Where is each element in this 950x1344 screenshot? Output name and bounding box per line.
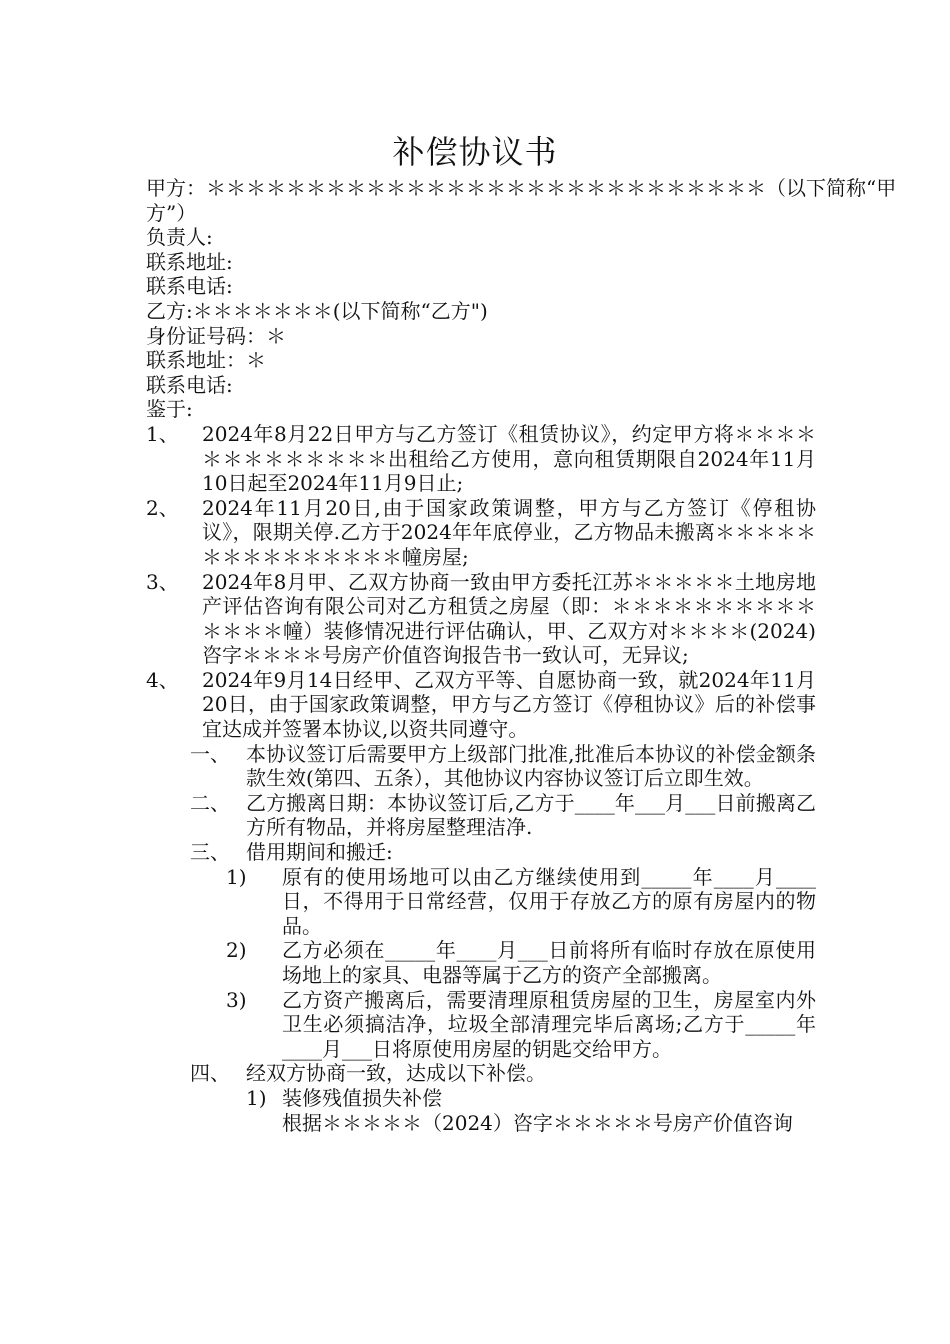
- sub-item-text: 乙方资产搬离后，需要清理原租赁房屋的卫生，房屋室内外卫生必须搞洁净，垃圾全部清理完毕后离场;乙方于_____年____月___日将原使用房屋的钥匙交给甲方。: [282, 987, 816, 1061]
- document-body: [146, 176, 897, 1135]
- sub-item-number: 2): [226, 938, 247, 963]
- sub-item-number: 1): [226, 864, 247, 889]
- article-item: [190, 791, 816, 840]
- sub-item: [226, 988, 816, 1062]
- party-b-phone: 联系电话:: [146, 372, 233, 397]
- article-item: [190, 742, 816, 791]
- sub-item-text: 乙方必须在_____年____月___日前将所有临时存放在原使用场地上的家具、电器等属于乙方的资产全部搬离。: [282, 938, 816, 987]
- whereas-number: 4、: [146, 667, 179, 692]
- paragraph-continuation: 根据＊＊＊＊＊（2024）咨字＊＊＊＊＊号房产价值咨询: [282, 1110, 793, 1135]
- whereas-label: 鉴于:: [146, 397, 193, 422]
- article-text: 乙方搬离日期：本协议签订后,乙方于____年___月___日前搬离乙方所有物品，并将房屋整理洁净.: [246, 790, 816, 840]
- whereas-item: [146, 570, 816, 668]
- sub-item: [246, 1086, 816, 1111]
- article-number: 三、: [190, 840, 230, 865]
- whereas-number: 3、: [146, 569, 179, 594]
- article-item: [190, 840, 816, 865]
- article-number: 四、: [190, 1061, 230, 1086]
- whereas-text: 2024年8月22日甲方与乙方签订《租赁协议》，约定甲方将＊＊＊＊＊＊＊＊＊＊＊＊＊出租给乙方使用，意向租赁期限自2024年11月10日起至2024年11月9日止;: [202, 421, 816, 496]
- document-title: 补偿协议书: [392, 133, 558, 171]
- article-item: [190, 1061, 816, 1086]
- whereas-item: [146, 422, 816, 496]
- article-text: 本协议签订后需要甲方上级部门批准,批准后本协议的补偿金额条款生效(第四、五条），其他协议内容协议签订后立即生效。: [246, 741, 816, 791]
- party-b-line: 乙方:＊＊＊＊＊＊＊(以下简称“乙方"): [146, 298, 488, 323]
- whereas-text: 2024年9月14日经甲、乙双方平等、自愿协商一致，就2024年11月20日，由于国家政策调整，甲方与乙方签订《停租协议》后的补偿事宜达成并签署本协议,以资共同遵守。: [202, 667, 816, 742]
- whereas-item: [146, 668, 816, 742]
- sub-item-number: 1): [246, 1085, 267, 1110]
- whereas-item: [146, 496, 816, 570]
- whereas-text: 2024年11月20日,由于国家政策调整，甲方与乙方签订《停租协议》，限期关停.乙方于2024年年底停业，乙方物品未搬离＊＊＊＊＊＊＊＊＊＊＊＊＊＊＊幢房屋;: [202, 495, 816, 569]
- sub-item-text: 原有的使用场地可以由乙方继续使用到_____年____月____日，不得用于日常经营，仅用于存放乙方的原有房屋内的物品。: [282, 864, 816, 938]
- whereas-text: 2024年8月甲、乙双方协商一致由甲方委托江苏＊＊＊＊＊土地房地产评估咨询有限公司对乙方租赁之房屋（即：＊＊＊＊＊＊＊＊＊＊＊＊＊＊幢）装修情况进行评估确认，甲、乙双方对＊＊＊＊(2024)咨字＊＊＊＊号房产价值咨询报告书一致认可，无异议;: [202, 569, 816, 668]
- party-a-line-cont: 方”）: [146, 200, 197, 225]
- article-number: 一、: [190, 741, 230, 766]
- sub-item: [226, 938, 816, 987]
- article-text: 借用期间和搬迁:: [246, 840, 393, 865]
- party-a-phone: 联系电话:: [146, 274, 233, 299]
- party-b-address: 联系地址：＊: [146, 348, 266, 373]
- article-text: 经双方协商一致，达成以下补偿。: [246, 1061, 546, 1086]
- whereas-number: 1、: [146, 421, 179, 446]
- party-b-id-number: 身份证号码：＊: [146, 323, 286, 348]
- sub-item-text: 装修残值损失补偿: [282, 1085, 442, 1110]
- party-a-address: 联系地址:: [146, 249, 233, 274]
- sub-item-number: 3): [226, 987, 247, 1012]
- sub-item: [226, 865, 816, 939]
- whereas-number: 2、: [146, 495, 179, 520]
- party-a-line: 甲方：＊＊＊＊＊＊＊＊＊＊＊＊＊＊＊＊＊＊＊＊＊＊＊＊＊＊＊＊（以下简称“甲: [146, 176, 897, 200]
- article-number: 二、: [190, 790, 230, 815]
- party-a-leader: 负责人:: [146, 225, 213, 250]
